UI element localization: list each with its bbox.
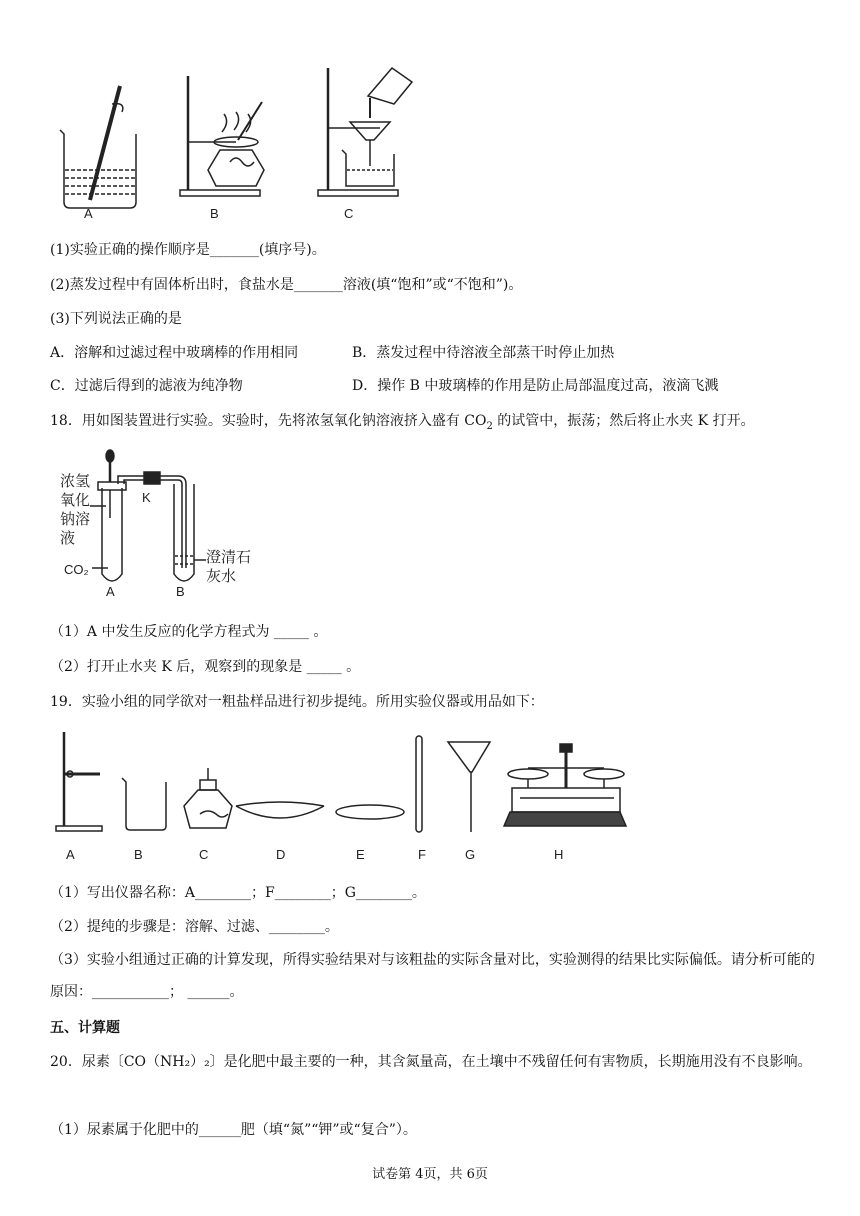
fig2-label-naoh: 浓氢氧化钠溶液: [60, 472, 91, 547]
q17-option-b: B．蒸发过程中待溶液全部蒸干时停止加热: [352, 345, 615, 361]
fig3-label-e: E: [356, 847, 365, 862]
q17-option-a: A．溶解和过滤过程中玻璃棒的作用相同: [50, 345, 299, 361]
page-footer: 试卷第 4页，共 6页: [372, 1167, 488, 1182]
fig3-label-a: A: [66, 847, 75, 862]
figure-lab-instruments: [50, 728, 640, 836]
q18-stem-pre: 18．用如图装置进行实验。实验时，先将浓氢氧化钠溶液挤入盛有 CO: [50, 413, 487, 429]
fig2-label-k: K: [142, 490, 151, 505]
fig3-label-f: F: [418, 847, 426, 862]
q17-option-c: C．过滤后得到的滤液为纯净物: [50, 378, 243, 394]
fig3-label-c: C: [199, 847, 209, 862]
q18-stem: [50, 411, 820, 437]
q19-stem: 19．实验小组的同学欲对一粗盐样品进行初步提纯。所用实验仪器或用品如下：: [50, 694, 544, 710]
q18-stem-post: 的试管中，振荡；然后将止水夹 K 打开。: [492, 413, 755, 429]
fig1-label-a: A: [84, 206, 93, 221]
fig1-label-b: B: [210, 206, 219, 221]
q18-sub1: （1）A 中发生反应的化学方程式为 _____ 。: [50, 624, 328, 640]
q19-sub2: （2）提纯的步骤是：溶解、过滤、________。: [50, 919, 339, 935]
fig2-label-limewater: 澄清石灰水: [206, 548, 252, 585]
fig1-label-c: C: [344, 206, 354, 221]
q17-option-d: D．操作 B 中玻璃棒的作用是防止局部温度过高，液滴飞溅: [352, 378, 719, 394]
section-5-title: 五、计算题: [50, 1020, 120, 1036]
fig3-label-h: H: [554, 847, 564, 862]
q18-stem-sub: 2: [486, 420, 493, 432]
q17-sub2: (2)蒸发过程中有固体析出时，食盐水是_______溶液(填“饱和”或“不饱和”)。: [50, 277, 523, 293]
fig2-label-b: B: [176, 584, 185, 599]
fig2-label-co2: CO₂: [64, 562, 89, 577]
q20-sub1: （1）尿素属于化肥中的______肥（填“氮”“钾”或“复合”）。: [50, 1122, 417, 1138]
q17-sub1: (1)实验正确的操作顺序是_______(填序号)。: [50, 242, 326, 258]
figure-dissolve-evaporate-filter: [50, 62, 430, 227]
q18-sub2: （2）打开止水夹 K 后，观察到的现象是 _____ 。: [50, 659, 361, 675]
fig3-label-d: D: [276, 847, 286, 862]
fig2-label-a: A: [106, 584, 115, 599]
fig3-label-g: G: [465, 847, 476, 862]
q19-sub1: （1）写出仪器名称：A________；F________；G________。: [50, 885, 426, 901]
q20-stem: 20．尿素〔CO（NH₂）₂〕是化肥中最主要的一种，其含氮量高，在土壤中不残留任何有害物质，长期施用没有不良影响。: [50, 1054, 812, 1070]
q19-sub3: （3）实验小组通过正确的计算发现，所得实验结果对与该粗盐的实际含量对比，实验测得的结果比实际偏低。请分析可能的原因：___________； ______。: [50, 952, 815, 1000]
fig3-label-b: B: [134, 847, 143, 862]
q17-sub3: (3)下列说法正确的是: [50, 311, 182, 327]
